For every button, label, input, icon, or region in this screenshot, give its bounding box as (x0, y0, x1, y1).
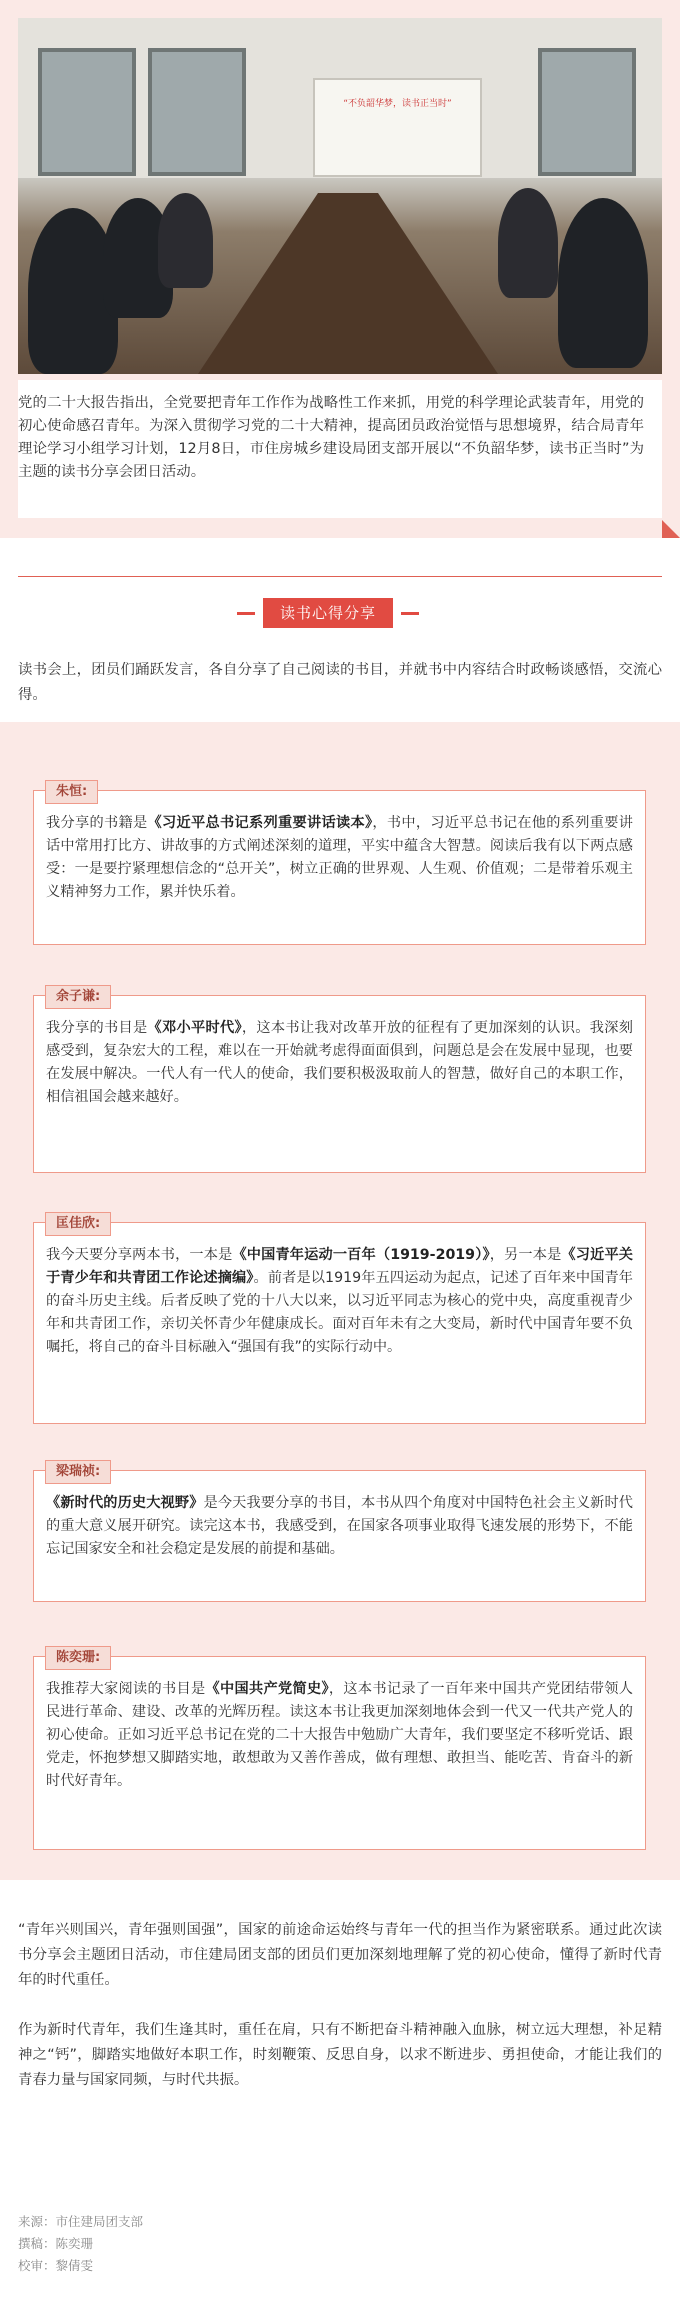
attendee (558, 198, 648, 368)
photo-window (148, 48, 246, 176)
footer-writer: 撰稿：陈奕珊 (18, 2236, 94, 2251)
photo-window (538, 48, 636, 176)
closing-paragraph: 作为新时代青年，我们生逢其时，重任在肩，只有不断把奋斗精神融入血脉，树立远大理想，补足精神之“钙”，脚踏实地做好本职工作，时刻鞭策、反思自身，以求不断进步、勇担使命，才能让我们的青春力量与国家同频，与时代共振。 (18, 2022, 662, 2088)
speaker-name: 陈奕珊: (45, 1646, 111, 1670)
share-text-post: ，这本书记录了一百年来中国共产党团结带领人民进行革命、建设、改革的光辉历程。读这本书让我更加深刻地体会到一代又一代共产党人的初心使命。正如习近平总书记在党的二十大报告中勉励广大青年，我们要坚定不移听党话、跟党走，怀抱梦想又脚踏实地，敢想敢为又善作善成，做有理想、敢担当、能吃苦、肯奋斗的新时代好青年。 (46, 1681, 633, 1789)
conference-table (198, 193, 498, 374)
hero-text-box (18, 380, 662, 518)
section-divider (18, 576, 662, 577)
share-text (34, 1471, 645, 1575)
book-title: 《习近平关于青少年和共青团工作论述摘编》 (46, 1247, 633, 1286)
footer-source: 来源：市住建局团支部 (18, 2214, 144, 2229)
speaker-name: 余子谦: (45, 985, 111, 1009)
footer-proofread: 校审：黎倩雯 (18, 2258, 94, 2273)
corner-decoration (662, 520, 680, 538)
share-text (34, 1657, 645, 1807)
share-text-pre: 我分享的书籍是 (46, 815, 148, 831)
hero-paragraph: 党的二十大报告指出，全党要把青年工作作为战略性工作来抓，用党的科学理论武装青年，用党的初心使命感召青年。为深入贯彻学习党的二十大精神，提高团员政治觉悟与思想境界，结合局青年理论学习小组学习计划，12月8日，市住房城乡建设局团支部开展以“不负韶华梦，读书正当时”为主题的读书分享会团日活动。 (18, 395, 644, 480)
share-text (34, 791, 645, 918)
book-title: 《邓小平时代》 (147, 1020, 242, 1036)
share-card (33, 1216, 646, 1424)
speaker-name: 匡佳欣: (45, 1212, 111, 1236)
speaker-name: 梁瑞祯: (45, 1460, 111, 1484)
projection-screen (313, 78, 482, 177)
section-title: 读书心得分享 (263, 598, 393, 628)
book-title: 《习近平总书记系列重要讲话读本》 (147, 815, 373, 831)
share-text-mid: ，另一本是 (489, 1247, 562, 1263)
share-text-post: ，这本书让我对改革开放的征程有了更加深刻的认识。我深刻感受到，复杂宏大的工程，难以在一开始就考虑得面面俱到，问题总是会在发展中显现，也要在发展中解决。一代人有一代人的使命，我们要积极汲取前人的智慧，做好自己的本职工作，相信祖国会越来越好。 (46, 1020, 633, 1105)
footer (18, 2211, 662, 2277)
attendee (158, 193, 213, 288)
book-title: 《中国青年运动一百年（1919-2019）》 (232, 1247, 490, 1263)
share-text-post: ，书中，习近平总书记在他的系列重要讲话中常用打比方、讲故事的方式阐述深刻的道理，平实中蕴含大智慧。阅读后我有以下两点感受：一是要拧紧理想信念的“总开关”，树立正确的世界观、人生观、价值观；二是带着乐观主义精神努力工作，累并快乐着。 (46, 815, 633, 900)
share-card (33, 784, 646, 945)
share-card (33, 1464, 646, 1602)
book-title: 《新时代的历史大视野》 (46, 1495, 204, 1511)
attendee (498, 188, 558, 298)
share-text-post: 。前者是以1919年五四运动为起点，记述了百年来中国青年的奋斗历史主线。后者反映了党的十八大以来，以习近平同志为核心的党中央，高度重视青少年和共青团工作，亲切关怀青少年健康成长。面对百年未有之大变局，新时代中国青年要不负嘱托，将自己的奋斗目标融入“强国有我”的实际行动中。 (46, 1270, 633, 1355)
speaker-name: 朱恒: (45, 780, 98, 804)
book-title: 《中国共产党简史》 (205, 1681, 329, 1697)
share-text-pre: 我推荐大家阅读的书目是 (46, 1681, 206, 1697)
photo-window (38, 48, 136, 176)
share-card (33, 1650, 646, 1850)
share-card (33, 989, 646, 1173)
activity-photo (18, 18, 662, 374)
share-text-pre: 我今天要分享两本书，一本是 (46, 1247, 233, 1263)
section-intro: 读书会上，团员们踊跃发言，各自分享了自己阅读的书目，并就书中内容结合时政畅谈感悟，交流心得。 (18, 662, 662, 703)
share-text (34, 1223, 645, 1373)
share-text-pre: 我分享的书目是 (46, 1020, 148, 1036)
projection-screen-text: “不负韶华梦，读书正当时” (343, 99, 452, 109)
closing-paragraph: “青年兴则国兴，青年强则国强”，国家的前途命运始终与青年一代的担当作为紧密联系。通过此次读书分享会主题团日活动，市住建局团支部的团员们更加深刻地理解了党的初心使命，懂得了新时代青年的时代重任。 (18, 1922, 662, 1988)
share-text-post: 是今天我要分享的书目，本书从四个角度对中国特色社会主义新时代的重大意义展开研究。读完这本书，我感受到，在国家各项事业取得飞速发展的形势下，不能忘记国家安全和社会稳定是发展的前提和基础。 (46, 1495, 633, 1557)
share-text (34, 996, 645, 1123)
